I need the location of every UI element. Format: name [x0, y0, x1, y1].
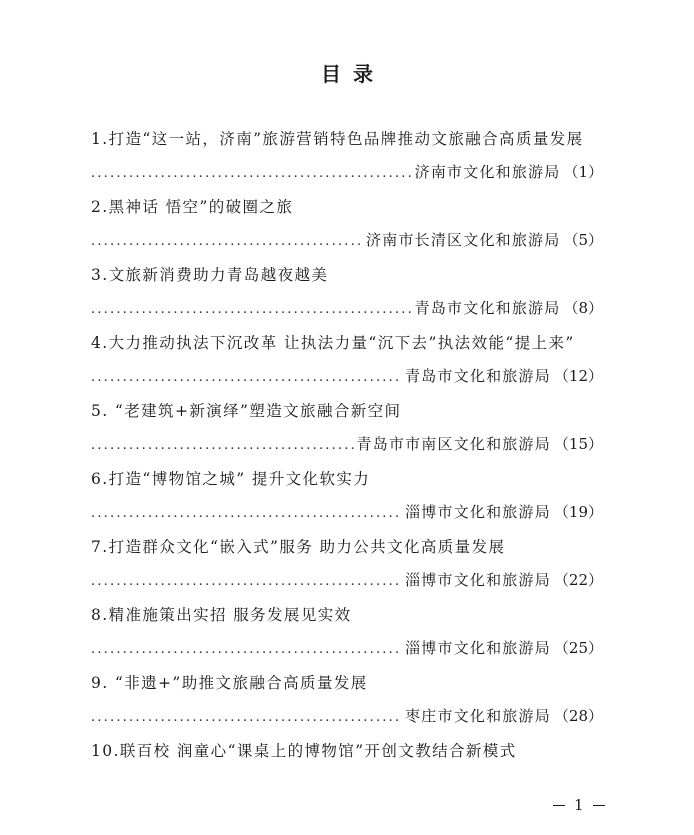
- page-footer: [553, 796, 605, 814]
- entry-title: 9. “非遗+”助推文旅融合高质量发展: [91, 674, 368, 692]
- footer-dash-right: [593, 805, 605, 806]
- entry-title: 10.联百校 润童心“课桌上的博物馆”开创文教结合新模式: [91, 742, 517, 760]
- dot-leader: [91, 436, 354, 456]
- page-title: 目录: [321, 62, 385, 86]
- entry-title: 8.精准施策出实招 服务发展见实效: [91, 606, 352, 624]
- entry-page: （15）: [553, 435, 603, 453]
- entry-agency: 青岛市文化和旅游局: [414, 299, 561, 317]
- entry-leader-line: [91, 298, 603, 318]
- entry-leader-line: [91, 434, 603, 454]
- entry-page: （25）: [553, 639, 603, 657]
- dot-leader: [91, 572, 402, 592]
- dot-leader: [91, 232, 363, 252]
- entry-title: 6.打造“博物馆之城” 提升文化软实力: [91, 470, 371, 488]
- entry-title: 3.文旅新消费助力青岛越夜越美: [91, 266, 329, 284]
- entry-agency: 济南市长清区文化和旅游局: [366, 231, 561, 249]
- entry-page: （12）: [553, 367, 603, 385]
- entry-page: （5）: [563, 231, 603, 249]
- entry-page: （19）: [553, 503, 603, 521]
- toc-entry[interactable]: [91, 332, 603, 385]
- toc-entry[interactable]: [91, 264, 603, 317]
- entry-agency: 济南市文化和旅游局: [414, 163, 561, 181]
- toc-entry[interactable]: [91, 128, 603, 181]
- entry-title: 1.打造“这一站，济南”旅游营销特色品牌推动文旅融合高质量发展: [91, 130, 584, 148]
- entry-agency: 青岛市文化和旅游局: [405, 367, 551, 385]
- entry-page: （28）: [553, 707, 603, 725]
- footer-dash-left: [553, 805, 565, 806]
- toc-entry[interactable]: [91, 604, 603, 657]
- toc-entry[interactable]: [91, 468, 603, 521]
- entry-agency: 青岛市市南区文化和旅游局: [356, 435, 551, 453]
- entry-title: 4.大力推动执法下沉改革 让执法力量“沉下去”执法效能“提上来”: [91, 334, 575, 352]
- entry-page: （8）: [563, 299, 603, 317]
- entry-page: （1）: [563, 163, 603, 181]
- toc-entry[interactable]: [91, 740, 603, 762]
- entry-title: 7.打造群众文化“嵌入式”服务 助力公共文化高质量发展: [91, 538, 506, 556]
- entry-leader-line: [91, 706, 603, 726]
- entry-agency: 淄博市文化和旅游局: [405, 639, 551, 657]
- entry-leader-line: [91, 570, 603, 590]
- toc-entry[interactable]: [91, 536, 603, 589]
- entry-leader-line: [91, 230, 603, 250]
- entry-leader-line: [91, 638, 603, 658]
- dot-leader: [91, 164, 412, 184]
- dot-leader: [91, 300, 412, 320]
- entry-title: 5. “老建筑+新演绎”塑造文旅融合新空间: [91, 402, 402, 420]
- entry-leader-line: [91, 502, 603, 522]
- toc-entry[interactable]: [91, 196, 603, 249]
- entry-leader-line: [91, 366, 603, 386]
- entry-agency: 枣庄市文化和旅游局: [405, 707, 551, 725]
- entry-agency: 淄博市文化和旅游局: [405, 503, 551, 521]
- dot-leader: [91, 640, 402, 660]
- entry-agency: 淄博市文化和旅游局: [405, 571, 551, 589]
- dot-leader: [91, 708, 402, 728]
- dot-leader: [91, 504, 402, 524]
- dot-leader: [91, 368, 402, 388]
- toc-entry[interactable]: [91, 400, 603, 453]
- entry-page: （22）: [553, 571, 603, 589]
- entry-title: 2.黑神话 悟空”的破圈之旅: [91, 198, 294, 216]
- page-number: 1: [574, 796, 584, 814]
- toc-entry[interactable]: [91, 672, 603, 725]
- entry-leader-line: [91, 162, 603, 182]
